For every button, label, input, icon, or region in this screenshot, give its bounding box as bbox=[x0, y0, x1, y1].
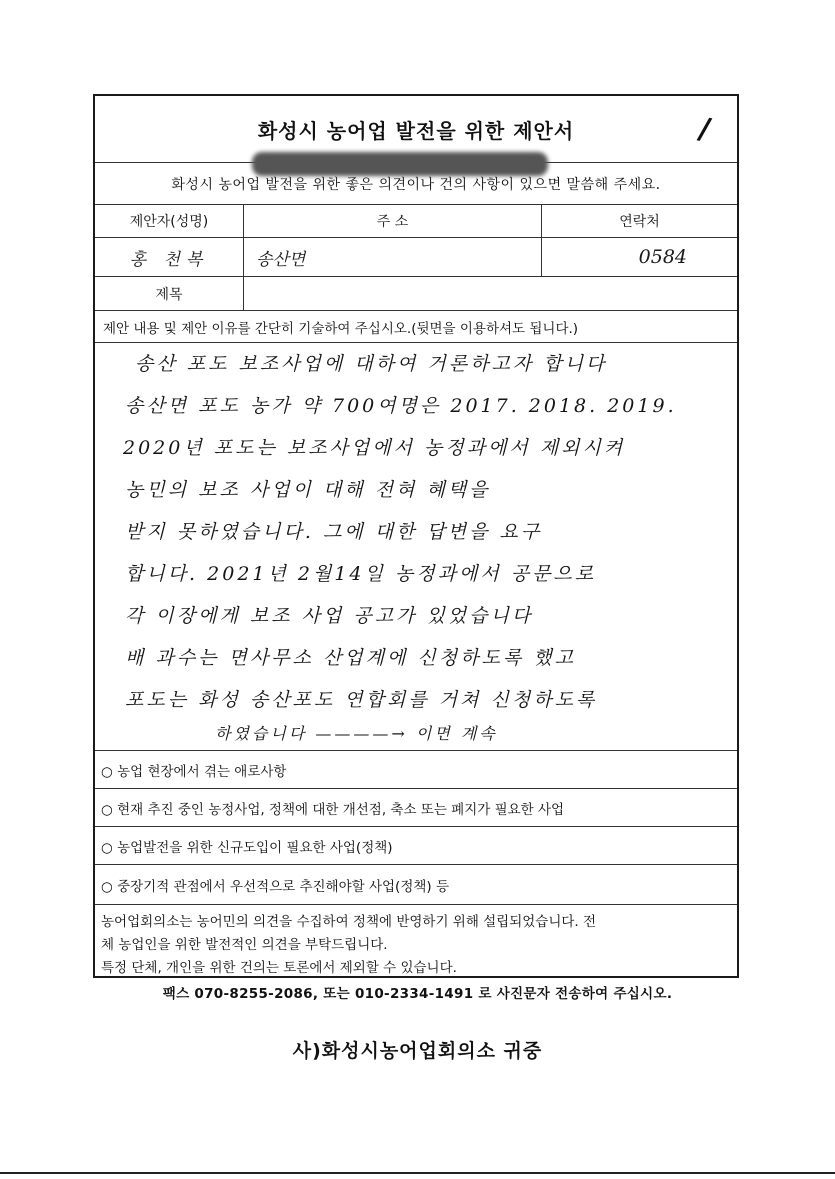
guide-item: ○ 농업발전을 위한 신규도입이 필요한 사업(정책) bbox=[95, 826, 737, 864]
notice-line: 특정 단체, 개인을 위한 건의는 토론에서 제외할 수 있습니다. bbox=[101, 960, 457, 976]
header-row bbox=[95, 204, 737, 237]
proposer-row bbox=[95, 237, 737, 276]
guide-item: ○ 농업 현장에서 겪는 애로사항 bbox=[95, 750, 737, 788]
notice-line: 농어업회의소는 농어민의 의견을 수집하여 정책에 반영하기 위해 설립되었습니다. 전 bbox=[101, 914, 597, 930]
name-header: 제안자(성명) bbox=[129, 214, 209, 230]
subject-value[interactable] bbox=[243, 277, 737, 310]
name-value[interactable]: 홍 천복 bbox=[129, 249, 209, 270]
handwritten-line: 송산면 포도 농가 약 700여명은 2017. 2018. 2019. bbox=[125, 395, 677, 417]
handwritten-line: 포도는 화성 송산포도 연합회를 거쳐 신청하도록 bbox=[125, 689, 598, 711]
instruction-text: 제안 내용 및 제안 이유를 간단히 기술하여 주십시오.(뒷면을 이용하셔도 됩니다.) bbox=[103, 320, 579, 337]
handwritten-line: 합니다. 2021년 2월14일 농정과에서 공문으로 bbox=[125, 563, 597, 585]
address-header: 주 소 bbox=[243, 205, 541, 237]
intro-text: 화성시 농어업 발전을 위한 좋은 의견이나 건의 사항이 있으면 말씀해 주세요. bbox=[171, 176, 661, 193]
notice-box bbox=[95, 904, 737, 978]
proposal-content[interactable] bbox=[95, 342, 737, 750]
contact-value[interactable]: 0584 bbox=[541, 238, 737, 276]
handwritten-line: 각 이장에게 보조 사업 공고가 있었습니다 bbox=[125, 605, 534, 627]
guide-item: ○ 현재 추진 중인 농정사업, 정책에 대한 개선점, 축소 또는 폐지가 필요한 사업 bbox=[95, 788, 737, 826]
page-number-mark: / bbox=[695, 111, 715, 148]
redacted-address bbox=[252, 152, 548, 176]
form-title: 화성시 농어업 발전을 위한 제안서 bbox=[257, 118, 575, 143]
handwritten-line: 하였습니다 ————→ 이면 계속 bbox=[215, 724, 498, 743]
handwritten-line: 농민의 보조 사업이 대해 전혀 혜택을 bbox=[125, 479, 491, 501]
handwritten-line: 받지 못하였습니다. 그에 대한 답변을 요구 bbox=[125, 521, 543, 543]
handwritten-line: 배 과수는 면사무소 산업계에 신청하도록 했고 bbox=[125, 647, 576, 669]
address-value[interactable]: 송산면 bbox=[243, 238, 541, 276]
fax-instruction: 팩스 070-8255-2086, 또는 010-2334-1491 로 사진문자 전송하여 주십시오. bbox=[162, 986, 673, 1002]
instruction-row bbox=[95, 310, 737, 342]
handwritten-line: 2020년 포도는 보조사업에서 농정과에서 제외시켜 bbox=[123, 437, 626, 459]
recipient-footer: 사)화성시농어업회의소 귀중 bbox=[292, 1040, 543, 1062]
page-edge-line bbox=[0, 1172, 835, 1174]
contact-header: 연락처 bbox=[541, 205, 737, 237]
guide-item: ○ 중장기적 관점에서 우선적으로 추진해야할 사업(정책) 등 bbox=[95, 864, 737, 904]
notice-line: 체 농업인을 위한 발전적인 의견을 부탁드립니다. bbox=[101, 937, 388, 953]
handwritten-line: 송산 포도 보조사업에 대하여 거론하고자 합니다 bbox=[135, 353, 608, 375]
subject-label: 제목 bbox=[155, 286, 183, 303]
proposal-form bbox=[93, 94, 739, 978]
subject-row bbox=[95, 276, 737, 310]
